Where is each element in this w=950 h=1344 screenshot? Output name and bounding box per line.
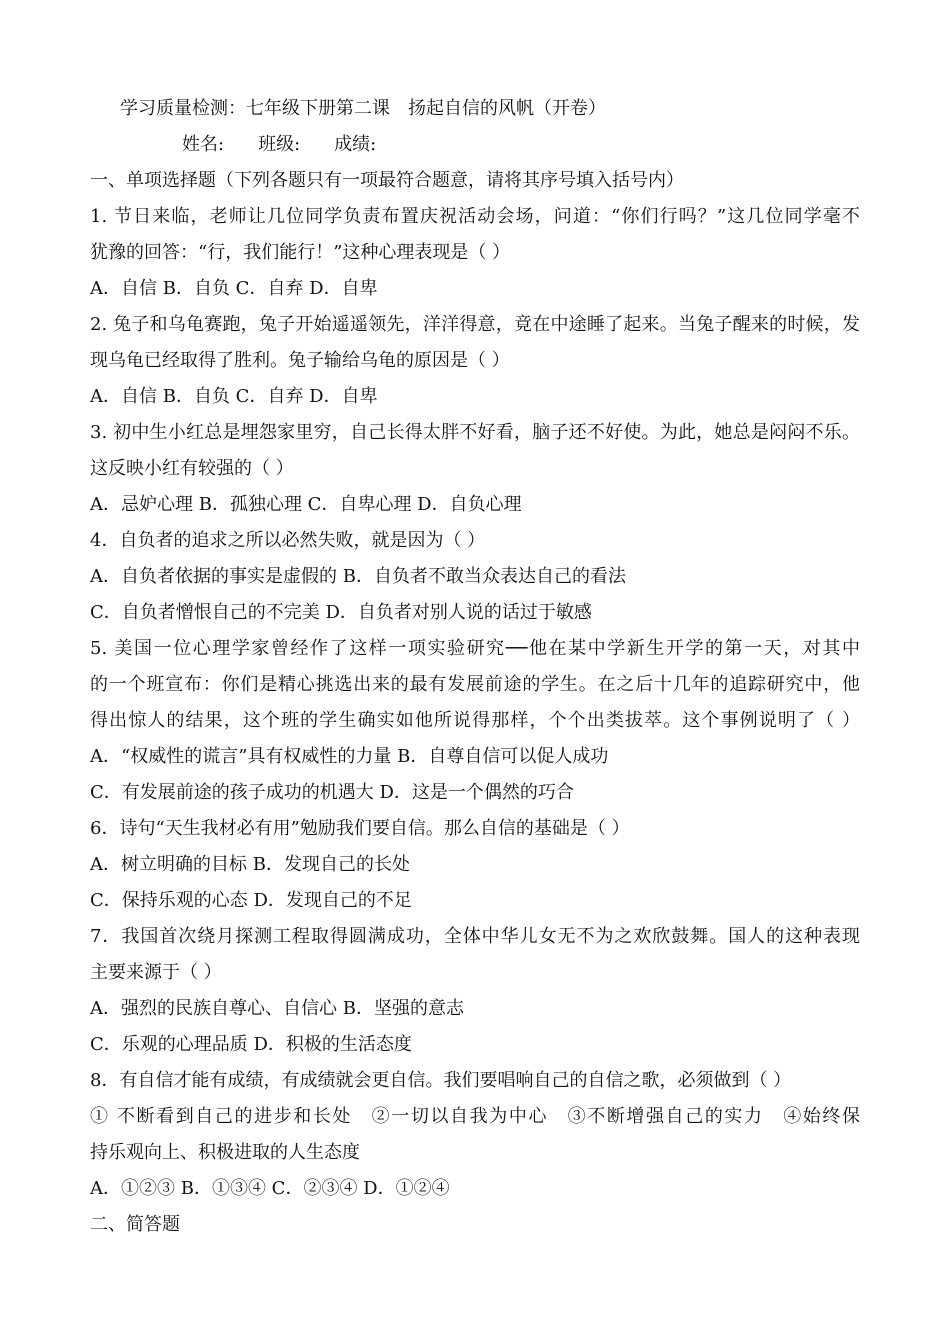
question-8-stem-line-3: 持乐观向上、积极进取的人生态度 xyxy=(90,1142,360,1163)
question-6-options-cd: C．保持乐观的心态 D．发现自己的不足 xyxy=(90,890,412,911)
question-2-stem-line-2: 现乌龟已经取得了胜利。兔子输给乌龟的原因是（ ） xyxy=(90,350,510,371)
question-2-options: A．自信 B．自负 C．自弃 D．自卑 xyxy=(90,386,378,407)
name-label: 姓名: xyxy=(182,134,225,155)
question-7-options-cd: C．乐观的心理品质 D．积极的生活态度 xyxy=(90,1034,412,1055)
page-title: 学习质量检测：七年级下册第二课 扬起自信的风帆（开卷） xyxy=(120,98,606,119)
section-heading-short-answer: 二、简答题 xyxy=(90,1214,180,1235)
question-5-options-ab: A．“权威性的谎言”具有权威性的力量 B．自尊自信可以促人成功 xyxy=(90,746,609,767)
question-7-options-ab: A．强烈的民族自尊心、自信心 B．坚强的意志 xyxy=(90,998,464,1019)
question-4-options-cd: C．自负者憎恨自己的不完美 D．自负者对别人说的话过于敏感 xyxy=(90,602,592,623)
question-8-options: A．①②③ B．①③④ C．②③④ D．①②④ xyxy=(90,1178,450,1199)
question-7-stem-line-2: 主要来源于（ ） xyxy=(90,962,222,983)
question-1-stem-line-1: 1. 节日来临，老师让几位同学负责布置庆祝活动会场，问道：“你们行吗？”这几位同学毫不 xyxy=(90,206,860,227)
question-2-stem-line-1: 2. 兔子和乌龟赛跑，兔子开始遥遥领先，洋洋得意，竟在中途睡了起来。当兔子醒来的时候，发 xyxy=(90,314,860,335)
score-label: 成绩: xyxy=(334,134,377,155)
question-6-stem: 6．诗句“天生我材必有用”勉励我们要自信。那么自信的基础是（ ） xyxy=(90,818,630,839)
question-3-stem-line-2: 这反映小红有较强的（ ） xyxy=(90,458,294,479)
question-5-stem-line-1: 5. 美国一位心理学家曾经作了这样一项实验研究──他在某中学新生开学的第一天，对其中 xyxy=(90,638,860,659)
question-4-options-ab: A．自负者依据的事实是虚假的 B．自负者不敢当众表达自己的看法 xyxy=(90,566,626,587)
question-1-options: A．自信 B．自负 C．自弃 D．自卑 xyxy=(90,278,378,299)
question-3-options: A．忌妒心理 B．孤独心理 C．自卑心理 D．自负心理 xyxy=(90,494,522,515)
question-6-options-ab: A．树立明确的目标 B．发现自己的长处 xyxy=(90,854,410,875)
question-8-stem-line-2: ① 不断看到自己的进步和长处 ②一切以自我为中心 ③不断增强自己的实力 ④始终保 xyxy=(90,1106,860,1127)
question-7-stem-line-1: 7．我国首次绕月探测工程取得圆满成功，全体中华儿女无不为之欢欣鼓舞。国人的这种表现 xyxy=(90,926,860,947)
section-heading-choice: 一、单项选择题（下列各题只有一项最符合题意，请将其序号填入括号内） xyxy=(90,170,684,191)
question-5-stem-line-3: 得出惊人的结果，这个班的学生确实如他所说得那样，个个出类拔萃。这个事例说明了（ ） xyxy=(90,710,860,731)
question-5-stem-line-2: 的一个班宣布：你们是精心挑选出来的最有发展前途的学生。在之后十几年的追踪研究中，他 xyxy=(90,674,860,695)
question-8-stem-line-1: 8．有自信才能有成绩，有成绩就会更自信。我们要唱响自己的自信之歌，必须做到（ ） xyxy=(90,1070,792,1091)
class-label: 班级: xyxy=(258,134,301,155)
student-info-row xyxy=(182,127,950,163)
question-1-stem-line-2: 犹豫的回答：“行，我们能行！”这种心理表现是（ ） xyxy=(90,242,511,263)
question-3-stem-line-1: 3. 初中生小红总是埋怨家里穷，自己长得太胖不好看，脑子还不好使。为此，她总是闷闷不乐。 xyxy=(90,422,860,443)
question-4-stem: 4．自负者的追求之所以必然失败，就是因为（ ） xyxy=(90,530,486,551)
question-5-options-cd: C．有发展前途的孩子成功的机遇大 D．这是一个偶然的巧合 xyxy=(90,782,574,803)
